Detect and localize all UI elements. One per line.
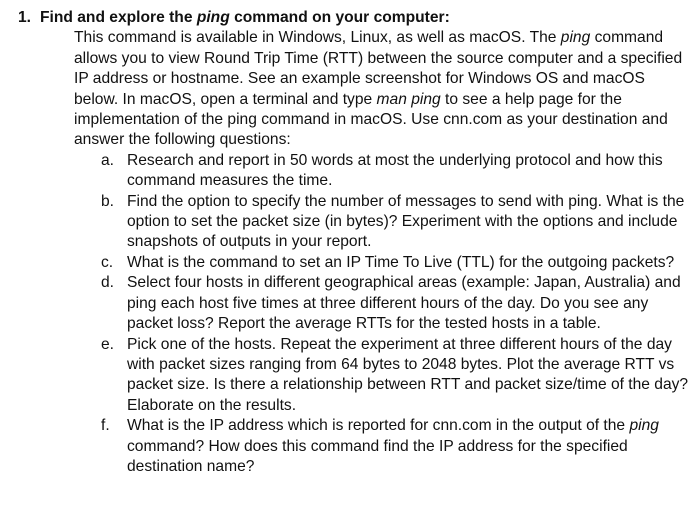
subquestion-e xyxy=(18,335,692,417)
subquestion-emphasis-ping: ping xyxy=(629,417,659,435)
subquestion-text-part: command? How does this command find the IP address for the specified destination name? xyxy=(127,437,628,475)
subquestion-text: Find the option to specify the number of messages to send with ping. What is the option to set the packet size (in bytes)? Experiment with the options and include snapshots of outputs in your report. xyxy=(127,192,685,251)
subquestion-text xyxy=(127,417,659,475)
subquestion-b xyxy=(18,192,692,253)
subquestion-text: What is the command to set an IP Time To Live (TTL) for the outgoing packets? xyxy=(127,253,675,271)
subquestion-letter: f. xyxy=(101,417,110,435)
subquestion-text: Select four hosts in different geographical areas (example: Japan, Australia) and ping each host five times at three different hours of the day. Do you see any packet loss? Report the average RTTs for the tested hosts in a table. xyxy=(127,274,681,333)
subquestion-f xyxy=(18,416,692,477)
intro-text-3: to see a help page for the implementation of the ping command in macOS. Use cnn.com as your destination and answer the following questions: xyxy=(74,90,668,149)
intro-emphasis-ping: ping xyxy=(560,29,591,47)
heading-emphasis: ping xyxy=(196,9,230,26)
subquestion-d xyxy=(18,273,692,334)
subquestion-list xyxy=(18,151,692,478)
subquestion-c xyxy=(18,253,692,273)
intro-text-1: This command is available in Windows, Linux, as well as macOS. The xyxy=(74,29,561,47)
subquestion-letter: a. xyxy=(101,151,115,169)
intro-emphasis-man-ping: man ping xyxy=(376,90,441,108)
subquestion-letter: b. xyxy=(101,192,115,210)
question-heading xyxy=(18,8,692,28)
heading-text: Find and explore the xyxy=(40,9,197,26)
heading-text-end: command on your computer: xyxy=(229,9,450,26)
question-intro xyxy=(74,28,692,150)
subquestion-text: Research and report in 50 words at most the underlying protocol and how this command measures the time. xyxy=(127,151,663,190)
subquestion-letter: c. xyxy=(101,253,114,271)
subquestion-a xyxy=(18,151,692,192)
subquestion-text-part: What is the IP address which is reported for cnn.com in the output of the xyxy=(127,417,630,435)
intro-text-2: command allows you to view Round Trip Time (RTT) between the source computer and a specified IP address or hostname. See an example screenshot for Windows OS and macOS below. In macOS, open a terminal and type xyxy=(74,29,683,108)
subquestion-letter: d. xyxy=(101,274,115,292)
subquestion-letter: e. xyxy=(101,335,115,353)
subquestion-text: Pick one of the hosts. Repeat the experiment at three different hours of the day with packet sizes ranging from 64 bytes to 2048 bytes. Plot the average RTT vs packet size. Is there a relationship between RTT and packet size/time of the day? Elaborate on the results. xyxy=(127,335,689,414)
question-number: 1. xyxy=(18,9,32,26)
